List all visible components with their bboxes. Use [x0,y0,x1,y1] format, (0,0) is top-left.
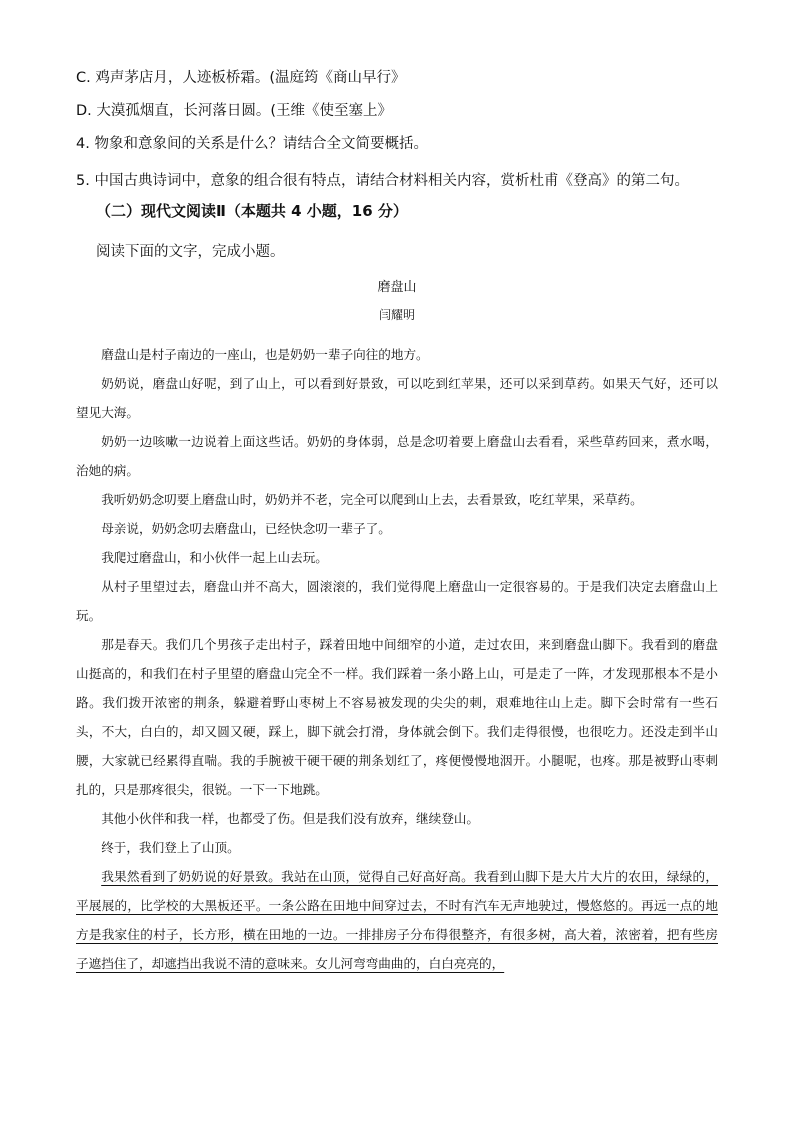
option-c: C. 鸡声茅店月，人迹板桥霜。(温庭筠《商山早行》 [76,70,406,86]
option-d: D. 大漠孤烟直，长河落日圆。(王维《使至塞上》 [76,103,393,119]
question-4: 4. 物象和意象间的关系是什么？请结合全文简要概括。 [76,136,428,152]
reading-instruction: 阅读下面的文字，完成小题。 [96,244,285,260]
paragraph: 终于，我们登上了山顶。 [101,840,240,855]
story-author: 闫耀明 [378,308,415,322]
paragraph: 我爬过磨盘山，和小伙伴一起上山去玩。 [101,550,328,565]
paragraph: 母亲说，奶奶念叨去磨盘山，已经快念叨一辈子了。 [101,521,391,536]
underlined-paragraph [76,862,718,978]
paragraph: 奶奶一边咳嗽一边说着上面这些话。奶奶的身体弱，总是念叨着要上磨盘山去看看，采些草药回来，煮水喝，治她的病。 [76,434,718,478]
paragraph: 奶奶说，磨盘山好呢，到了山上，可以看到好景致，可以吃到红苹果，还可以采到草药。如果天气好，还可以望见大海。 [76,376,718,420]
paragraph: 那是春天。我们几个男孩子走出村子，踩着田地中间细窄的小道，走过农田，来到磨盘山脚下。我看到的磨盘山挺高的，和我们在村子里望的磨盘山完全不一样。我们踩着一条小路上山，可是走了一阵，才发现那根本不是小路。我们拨开浓密的荆条，躲避着野山枣树上不容易被发现的尖尖的刺，艰难地往山上走。脚下会时常有一些石头，不大，白白的，却又圆又硬，踩上，脚下就会打滑，身体就会倒下。我们走得很慢，也很吃力。还没走到半山腰，大家就已经累得直喘。我的手腕被干硬干硬的荆条划红了，疼便慢慢地洇开。小腿呢，也疼。那是被野山枣刺扎的，只是那疼很尖，很锐。一下一下地跳。 [76,637,718,797]
paragraph: 从村子里望过去，磨盘山并不高大，圆滚滚的，我们觉得爬上磨盘山一定很容易的。于是我们决定去磨盘山上玩。 [76,579,718,623]
paragraph: 我听奶奶念叨要上磨盘山时，奶奶并不老，完全可以爬到山上去，去看景致，吃红苹果，采草药。 [101,492,643,507]
story-title: 磨盘山 [377,280,417,295]
section-title: （二）现代文阅读Ⅱ（本题共 4 小题，16 分） [96,202,408,220]
paragraph: 其他小伙伴和我一样，也都受了伤。但是我们没有放弃，继续登山。 [101,811,479,826]
paragraph: 磨盘山是村子南边的一座山，也是奶奶一辈子向往的地方。 [101,347,429,362]
story-body [76,340,718,978]
underlined-text: 我果然看到了奶奶说的好景致。我站在山顶，觉得自己好高好高。我看到山脚下是大片大片的农田，绿绿的，平展展的，比学校的大黑板还平。一条公路在田地中间穿过去，不时有汽车无声地驶过，慢悠悠的。再远一点的地方是我家住的村子，长方形，横在田地的一边。一排排房子分布得很整齐，有很多树，高大着，浓密着，把有些房子遮挡住了，却遮挡出我说不清的意味来。女儿河弯弯曲曲的，白白亮亮的， [76,869,718,971]
question-5: 5. 中国古典诗词中，意象的组合很有特点，请结合材料相关内容，赏析杜甫《登高》的第二句。 [76,173,689,189]
